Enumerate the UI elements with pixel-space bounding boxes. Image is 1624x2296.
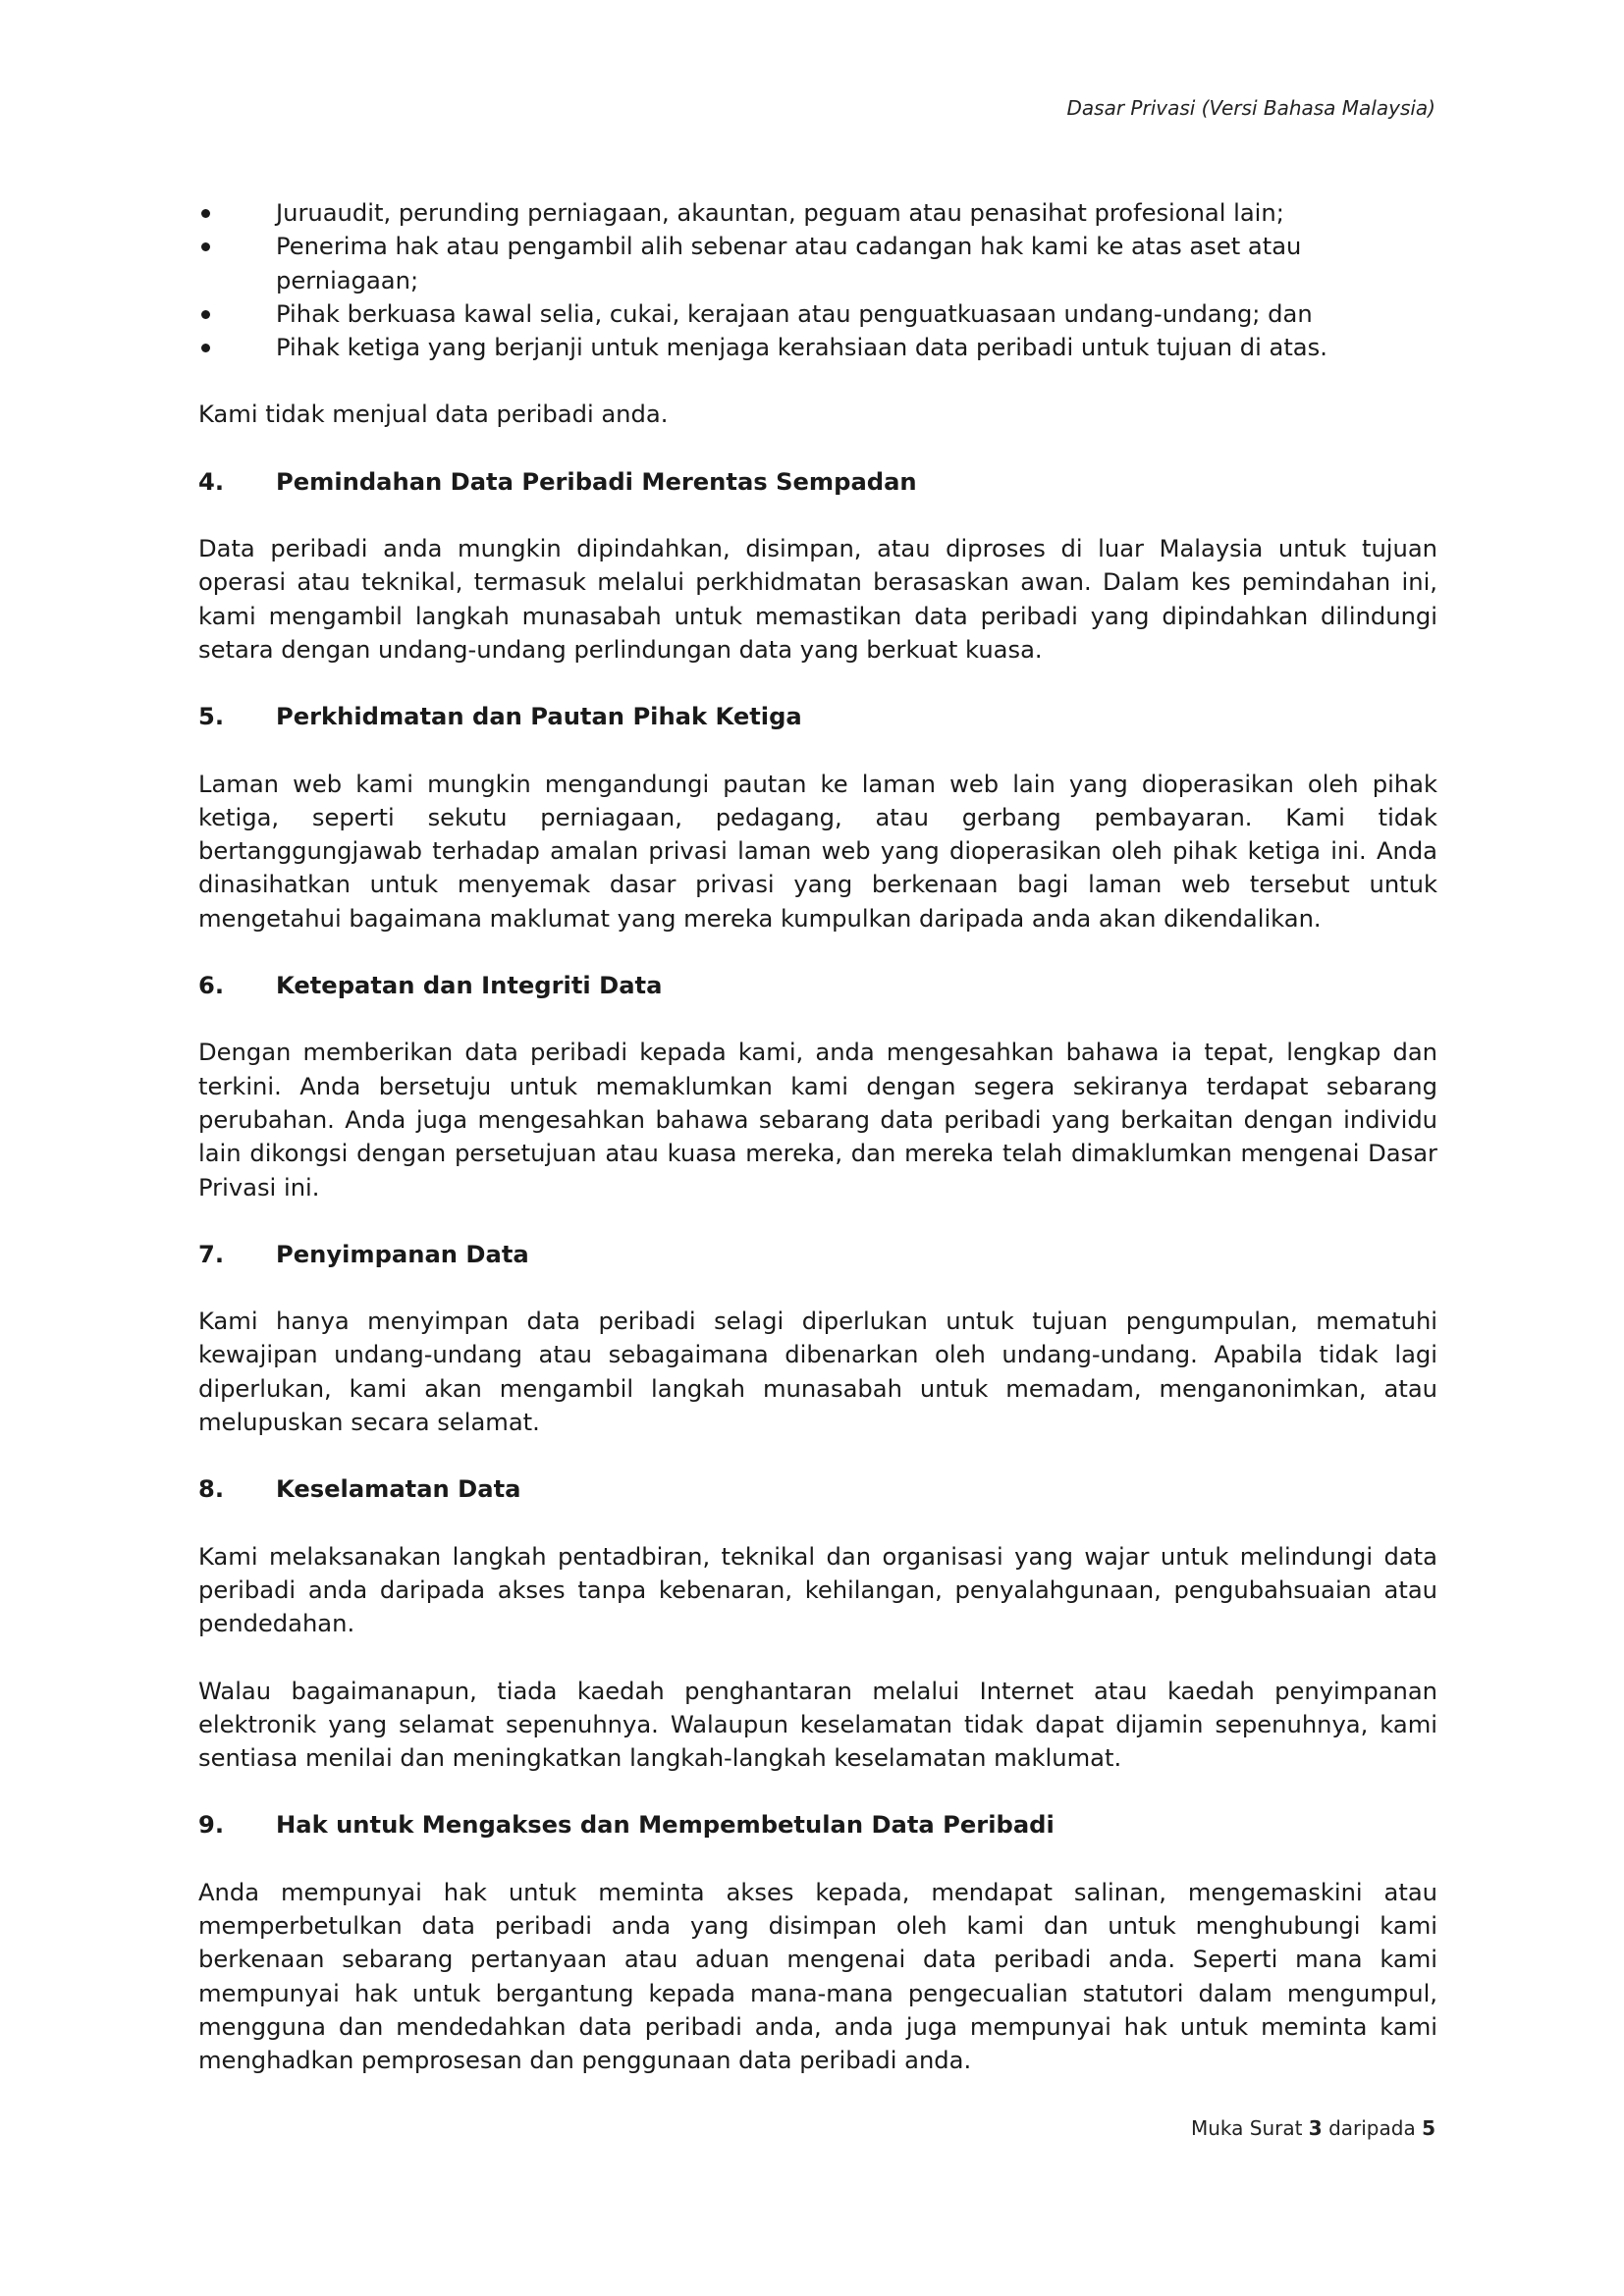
bullet-icon: [201, 310, 210, 319]
page-header: Dasar Privasi (Versi Bahasa Malaysia): [1066, 96, 1435, 120]
section-title: Keselamatan Data: [276, 1475, 521, 1504]
bullet-icon: [201, 344, 210, 352]
list-item-text: Juruaudit, perunding perniagaan, akauntan, peguam atau penasihat profesional lain;: [276, 199, 1284, 227]
list-item-text: Pihak berkuasa kawal selia, cukai, kerajaan atau penguatkuasaan undang-undang; dan: [276, 299, 1313, 328]
section-title: Hak untuk Mengakses dan Mempembetulan Data Peribadi: [276, 1811, 1055, 1840]
list-item: [198, 331, 1437, 364]
section-number: 6.: [198, 972, 225, 1000]
section-heading-5: [198, 700, 1437, 733]
list-item: [198, 297, 1437, 331]
page-footer: [1191, 2116, 1435, 2140]
section-heading-9: [198, 1808, 1437, 1842]
section-number: 4.: [198, 467, 225, 496]
footer-separator: daripada: [1328, 2116, 1416, 2140]
section-paragraph: Kami melaksanakan langkah pentadbiran, teknikal dan organisasi yang wajar untuk melindungi data peribadi anda daripada akses tanpa kebenaran, kehilangan, penyalahgunaan, pengubahsuaian atau pendedahan.: [198, 1542, 1437, 1638]
section-title: Penyimpanan Data: [276, 1240, 529, 1268]
bullet-icon: [201, 209, 210, 218]
total-pages-number: 5: [1422, 2116, 1435, 2140]
section-number: 8.: [198, 1475, 225, 1504]
footer-prefix: Muka Surat: [1190, 2116, 1303, 2140]
section-paragraph: Kami hanya menyimpan data peribadi selagi diperlukan untuk tujuan pengumpulan, mematuhi kewajipan undang-undang atau sebagaimana dibenarkan oleh undang-undang. Apabila tidak lagi diperlukan, kami akan mengambil langkah munasabah untuk memadam, menganonimkan, atau melupuskan secara selamat.: [198, 1308, 1437, 1437]
section-title: Pemindahan Data Peribadi Merentas Sempadan: [276, 467, 917, 496]
list-item: [198, 196, 1437, 230]
section-title: Perkhidmatan dan Pautan Pihak Ketiga: [276, 703, 802, 731]
section-paragraph: Dengan memberikan data peribadi kepada kami, anda mengesahkan bahawa ia tepat, lengkap dan terkini. Anda bersetuju untuk memaklumkan kami dengan segera sekiranya terdapat sebarang perubahan. Anda juga mengesahkan bahawa sebarang data peribadi yang berkaitan dengan individu lain dikongsi dengan persetujuan atau kuasa mereka, dan mereka telah dimaklumkan mengenai Dasar Privasi ini.: [198, 1039, 1437, 1201]
bullet-icon: [201, 242, 210, 251]
recipient-list: [198, 196, 1437, 364]
list-item-text: Pihak ketiga yang berjanji untuk menjaga kerahsiaan data peribadi untuk tujuan di atas.: [276, 334, 1327, 362]
current-page-number: 3: [1308, 2116, 1323, 2140]
intro-closing-paragraph: Kami tidak menjual data peribadi anda.: [198, 400, 669, 429]
section-paragraph: Walau bagaimanapun, tiada kaedah penghantaran melalui Internet atau kaedah penyimpanan elektronik yang selamat sepenuhnya. Walaupun keselamatan tidak dapat dijamin sepenuhnya, kami sentiasa menilai dan meningkatkan langkah-langkah keselamatan maklumat.: [198, 1677, 1437, 1773]
section-paragraph: Laman web kami mungkin mengandungi pautan ke laman web lain yang dioperasikan oleh pihak ketiga, seperti sekutu perniagaan, pedagang, atau gerbang pembayaran. Kami tidak bertanggungjawab terhadap amalan privasi laman web yang dioperasikan oleh pihak ketiga ini. Anda dinasihatkan untuk menyemak dasar privasi yang berkenaan bagi laman web tersebut untuk mengetahui bagaimana maklumat yang mereka kumpulkan daripada anda akan dikendalikan.: [198, 770, 1437, 933]
section-paragraph: Data peribadi anda mungkin dipindahkan, disimpan, atau diproses di luar Malaysia untuk tujuan operasi atau teknikal, termasuk melalui perkhidmatan berasaskan awan. Dalam kes pemindahan ini, kami mengambil langkah munasabah untuk memastikan data peribadi yang dipindahkan dilindungi setara dengan undang-undang perlindungan data yang berkuat kuasa.: [198, 535, 1437, 664]
section-paragraph: Anda mempunyai hak untuk meminta akses kepada, mendapat salinan, mengemaskini atau memperbetulkan data peribadi anda yang disimpan oleh kami dan untuk menghubungi kami berkenaan sebarang pertanyaan atau aduan mengenai data peribadi anda. Seperti mana kami mempunyai hak untuk bergantung kepada mana-mana pengecualian statutori dalam mengumpul, mengguna dan mendedahkan data peribadi anda, anda juga mempunyai hak untuk meminta kami menghadkan pemprosesan dan penggunaan data peribadi anda.: [198, 1878, 1437, 2075]
section-number: 7.: [198, 1240, 225, 1268]
section-title: Ketepatan dan Integriti Data: [276, 972, 663, 1000]
list-item-text: Penerima hak atau pengambil alih sebenar atau cadangan hak kami ke atas aset atau perniagaan;: [276, 233, 1302, 294]
document-body: [198, 196, 1437, 2110]
section-heading-7: [198, 1238, 1437, 1271]
section-number: 9.: [198, 1811, 225, 1840]
section-heading-6: [198, 969, 1437, 1002]
section-heading-8: [198, 1472, 1437, 1506]
section-number: 5.: [198, 703, 225, 731]
section-heading-4: [198, 465, 1437, 499]
list-item: [198, 230, 1437, 297]
